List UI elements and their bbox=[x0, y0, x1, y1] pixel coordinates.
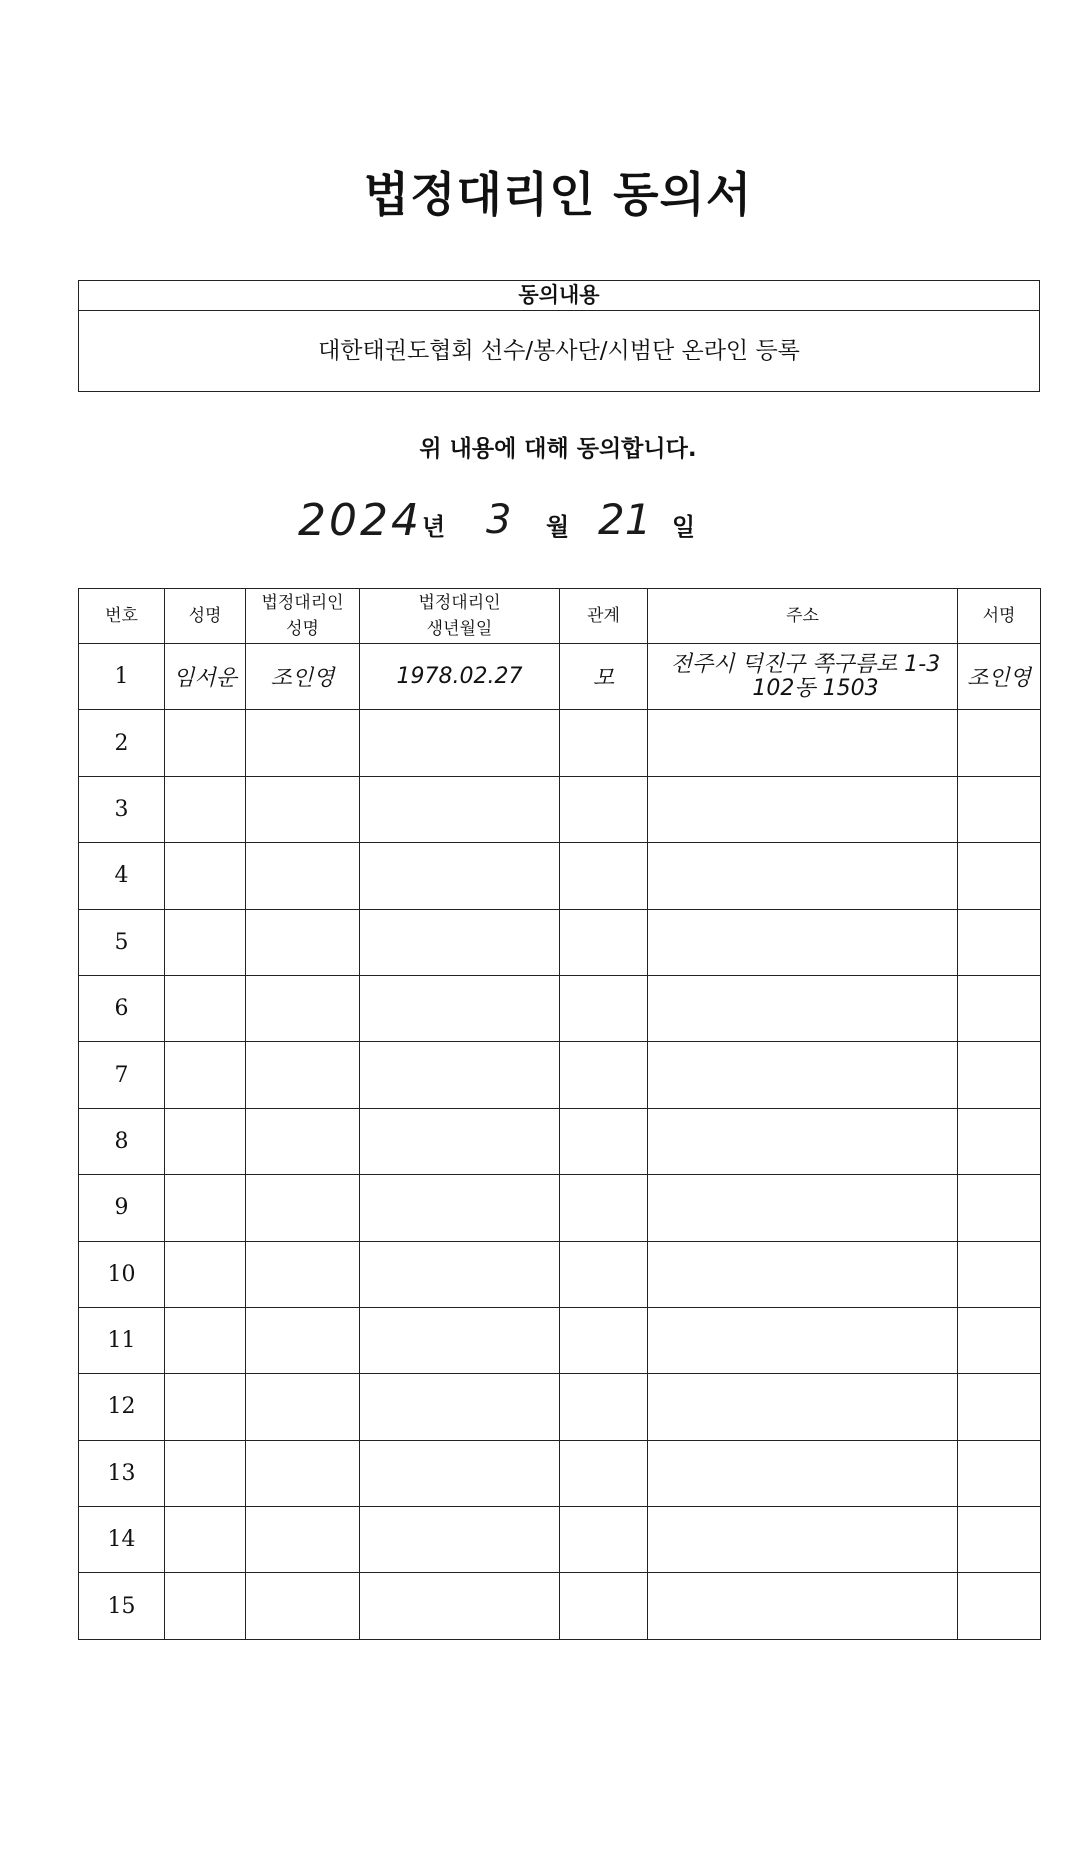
date-day-handwritten: 21 bbox=[598, 495, 652, 544]
cell-number: 13 bbox=[79, 1440, 165, 1506]
cell-name bbox=[165, 975, 246, 1041]
cell-relation bbox=[560, 776, 648, 842]
cell-name bbox=[165, 1175, 246, 1241]
date-month-label: 월 bbox=[546, 513, 570, 541]
cell-guardian-name bbox=[246, 1507, 360, 1573]
date-row bbox=[0, 495, 1080, 555]
cell-number: 14 bbox=[79, 1507, 165, 1573]
cell-guardian-birth bbox=[360, 1374, 560, 1440]
cell-address bbox=[648, 1175, 958, 1241]
cell-number: 3 bbox=[79, 776, 165, 842]
cell-name bbox=[165, 1573, 246, 1639]
cell-signature bbox=[958, 1507, 1041, 1573]
cell-name bbox=[165, 843, 246, 909]
consent-box bbox=[78, 280, 1040, 392]
cell-name bbox=[165, 1374, 246, 1440]
cell-guardian-name bbox=[246, 843, 360, 909]
table-row bbox=[79, 1175, 1041, 1241]
cell-name bbox=[165, 909, 246, 975]
cell-number: 11 bbox=[79, 1307, 165, 1373]
cell-address bbox=[648, 1440, 958, 1506]
date-month-handwritten: 3 bbox=[486, 497, 512, 543]
table-row bbox=[79, 1374, 1041, 1440]
date-year-label: 년 bbox=[422, 513, 446, 541]
cell-signature bbox=[958, 909, 1041, 975]
table-header-row bbox=[79, 589, 1041, 644]
cell-number: 12 bbox=[79, 1374, 165, 1440]
cell-address bbox=[648, 1507, 958, 1573]
cell-signature bbox=[958, 1374, 1041, 1440]
cell-guardian-name bbox=[246, 1175, 360, 1241]
header-guardian-birth bbox=[360, 589, 560, 644]
date-year-handwritten: 2024 bbox=[298, 495, 422, 546]
cell-guardian-birth bbox=[360, 1241, 560, 1307]
cell-number: 6 bbox=[79, 975, 165, 1041]
agree-statement: 위 내용에 대해 동의합니다. bbox=[419, 436, 697, 462]
table-row bbox=[79, 1440, 1041, 1506]
cell-signature bbox=[958, 1175, 1041, 1241]
cell-name bbox=[165, 710, 246, 776]
header-relation: 관계 bbox=[560, 589, 648, 644]
cell-guardian-birth bbox=[360, 1507, 560, 1573]
cell-number: 2 bbox=[79, 710, 165, 776]
cell-guardian-name bbox=[246, 1307, 360, 1373]
cell-number: 4 bbox=[79, 843, 165, 909]
cell-address bbox=[648, 710, 958, 776]
header-guardian-birth-line1: 법정대리인 bbox=[418, 593, 501, 613]
header-guardian-name-line1: 법정대리인 bbox=[261, 593, 344, 613]
cell-signature bbox=[958, 975, 1041, 1041]
cell-name bbox=[165, 1042, 246, 1108]
cell-guardian-birth bbox=[360, 1573, 560, 1639]
cell-guardian-birth bbox=[360, 1108, 560, 1174]
cell-guardian-birth: 1978.02.27 bbox=[360, 644, 560, 710]
table-row bbox=[79, 1507, 1041, 1573]
cell-signature bbox=[958, 1108, 1041, 1174]
table-row bbox=[79, 975, 1041, 1041]
cell-address bbox=[648, 1374, 958, 1440]
cell-relation bbox=[560, 1573, 648, 1639]
cell-name bbox=[165, 1507, 246, 1573]
cell-guardian-name bbox=[246, 1573, 360, 1639]
cell-signature bbox=[958, 1573, 1041, 1639]
cell-address bbox=[648, 1573, 958, 1639]
cell-guardian-name bbox=[246, 1241, 360, 1307]
cell-relation bbox=[560, 843, 648, 909]
cell-number: 10 bbox=[79, 1241, 165, 1307]
table-row bbox=[79, 644, 1041, 710]
cell-address bbox=[648, 1241, 958, 1307]
document-title: 법정대리인 동의서 bbox=[363, 168, 753, 223]
table-row bbox=[79, 776, 1041, 842]
cell-name bbox=[165, 1241, 246, 1307]
consent-content: 대한태권도협회 선수/봉사단/시범단 온라인 등록 bbox=[318, 338, 800, 364]
cell-guardian-birth bbox=[360, 975, 560, 1041]
cell-signature: 조인영 bbox=[958, 644, 1041, 710]
cell-guardian-birth bbox=[360, 710, 560, 776]
cell-guardian-name bbox=[246, 909, 360, 975]
cell-number: 15 bbox=[79, 1573, 165, 1639]
cell-address bbox=[648, 1042, 958, 1108]
guardian-table bbox=[78, 588, 1041, 1640]
cell-relation bbox=[560, 1374, 648, 1440]
cell-number: 8 bbox=[79, 1108, 165, 1174]
cell-guardian-name bbox=[246, 1374, 360, 1440]
table-row bbox=[79, 1241, 1041, 1307]
cell-relation bbox=[560, 1042, 648, 1108]
cell-address bbox=[648, 776, 958, 842]
cell-signature bbox=[958, 1440, 1041, 1506]
cell-relation bbox=[560, 909, 648, 975]
cell-number: 1 bbox=[79, 644, 165, 710]
cell-address bbox=[648, 975, 958, 1041]
cell-address bbox=[648, 1108, 958, 1174]
header-signature: 서명 bbox=[958, 589, 1041, 644]
cell-signature bbox=[958, 1042, 1041, 1108]
cell-relation bbox=[560, 1507, 648, 1573]
cell-signature bbox=[958, 776, 1041, 842]
table-row bbox=[79, 1042, 1041, 1108]
cell-relation bbox=[560, 1440, 648, 1506]
cell-name: 임서운 bbox=[165, 644, 246, 710]
cell-relation: 모 bbox=[560, 644, 648, 710]
cell-relation bbox=[560, 975, 648, 1041]
cell-signature bbox=[958, 710, 1041, 776]
cell-guardian-name bbox=[246, 776, 360, 842]
cell-guardian-name bbox=[246, 710, 360, 776]
cell-guardian-birth bbox=[360, 843, 560, 909]
cell-guardian-birth bbox=[360, 1042, 560, 1108]
cell-address-line1: 전주시 덕진구 쪽구름로 1-3 bbox=[670, 651, 941, 677]
header-address: 주소 bbox=[648, 589, 958, 644]
cell-guardian-name bbox=[246, 1108, 360, 1174]
cell-address-line2: 102동 1503 bbox=[752, 675, 879, 701]
header-guardian-name bbox=[246, 589, 360, 644]
date-day-label: 일 bbox=[672, 513, 696, 541]
table-row bbox=[79, 1307, 1041, 1373]
cell-name bbox=[165, 1108, 246, 1174]
cell-name bbox=[165, 776, 246, 842]
table-row bbox=[79, 843, 1041, 909]
cell-number: 9 bbox=[79, 1175, 165, 1241]
table-row bbox=[79, 1573, 1041, 1639]
table-row bbox=[79, 710, 1041, 776]
consent-heading: 동의내용 bbox=[79, 281, 1039, 311]
cell-relation bbox=[560, 710, 648, 776]
cell-name bbox=[165, 1440, 246, 1506]
cell-relation bbox=[560, 1175, 648, 1241]
cell-address bbox=[648, 1307, 958, 1373]
cell-signature bbox=[958, 1307, 1041, 1373]
cell-guardian-name bbox=[246, 1042, 360, 1108]
header-guardian-name-line2: 성명 bbox=[286, 619, 319, 639]
header-name: 성명 bbox=[165, 589, 246, 644]
cell-guardian-name bbox=[246, 975, 360, 1041]
table-row bbox=[79, 909, 1041, 975]
cell-address bbox=[648, 909, 958, 975]
cell-signature bbox=[958, 843, 1041, 909]
cell-relation bbox=[560, 1307, 648, 1373]
cell-relation bbox=[560, 1241, 648, 1307]
cell-guardian-birth bbox=[360, 1307, 560, 1373]
cell-guardian-birth bbox=[360, 776, 560, 842]
cell-address bbox=[648, 644, 958, 710]
cell-name bbox=[165, 1307, 246, 1373]
cell-guardian-birth bbox=[360, 909, 560, 975]
table-row bbox=[79, 1108, 1041, 1174]
cell-number: 7 bbox=[79, 1042, 165, 1108]
cell-signature bbox=[958, 1241, 1041, 1307]
cell-guardian-birth bbox=[360, 1440, 560, 1506]
cell-address bbox=[648, 843, 958, 909]
header-number: 번호 bbox=[79, 589, 165, 644]
cell-guardian-name bbox=[246, 1440, 360, 1506]
cell-relation bbox=[560, 1108, 648, 1174]
cell-number: 5 bbox=[79, 909, 165, 975]
cell-guardian-birth bbox=[360, 1175, 560, 1241]
header-guardian-birth-line2: 생년월일 bbox=[426, 619, 493, 639]
cell-guardian-name: 조인영 bbox=[246, 644, 360, 710]
